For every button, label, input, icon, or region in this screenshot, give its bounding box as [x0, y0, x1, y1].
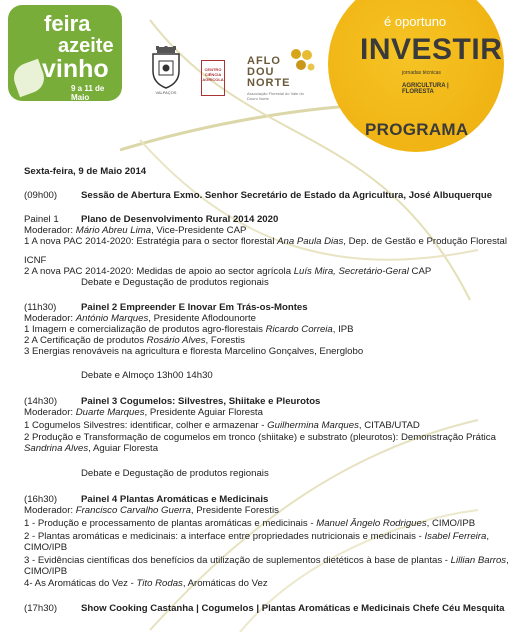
talk-affiliation: , Forestis [205, 335, 245, 346]
panel4-talk2-cont: CIMO/IPB [24, 542, 68, 553]
talk-speaker: Guilhermina Marques [267, 420, 359, 431]
panel1-title: Plano de Desenvolvimento Rural 2014 2020 [81, 214, 279, 225]
header [0, 0, 503, 160]
talk-title: 1 Imagem e comercialização de produtos agro-florestais [24, 324, 266, 335]
feira-logo [8, 5, 122, 101]
panel3-talk2: 2 Produção e Transformação de cogumelos em tronco (shiitake) e substrato (pleurotos): Demonstração Prática [24, 432, 496, 443]
panel3-header [24, 396, 321, 407]
feira-logo-dates: 9 a 11 de Maio [71, 84, 105, 102]
panel1-moderator [24, 225, 246, 236]
opening-time: (09h00) [24, 190, 58, 201]
talk-affiliation: , Aguiar Floresta [88, 443, 159, 454]
panel2-header [24, 302, 308, 313]
feira-logo-line2: azeite [58, 35, 114, 57]
talk-title: 4- As Aromáticas do Vez - [24, 578, 137, 589]
panel4-moderator [24, 505, 279, 516]
badge-sectors: AGRICULTURA | FLORESTA [402, 83, 449, 95]
talk-title: 2 - Plantas aromáticas e medicinais: a interface entre propriedades nutricionais e medicinais - [24, 531, 425, 542]
moderator-name: Francisco Carvalho Guerra [75, 505, 191, 516]
talk-title: 1 Cogumelos Silvestres: identificar, colher e armazenar - [24, 420, 268, 431]
feira-logo-line1: feira [44, 11, 91, 36]
badge-jornadas: jornadas técnicas [402, 70, 441, 76]
badge-programa: PROGRAMA [365, 120, 469, 139]
panel4-talk3 [24, 555, 509, 566]
talk-affiliation: , [486, 531, 490, 542]
moderator-prefix: Moderador: [24, 225, 76, 236]
aflo-line2: DOU [247, 66, 275, 78]
panel2-talk3: 3 Energias renováveis na agricultura e floresta Marcelino Gonçalves, Energlobo [24, 346, 364, 357]
crest-label: VALPAÇOS [155, 90, 177, 95]
agri-centre-logo-text: CENTRO CIÊNCIA AGRÍCOLA [202, 67, 224, 82]
panel3-talk2-cont [24, 443, 158, 454]
panel2-lunch: Debate e Almoço 13h00 14h30 [81, 370, 213, 381]
talk-speaker: Luís Mira [293, 266, 334, 277]
talk-affiliation: , CITAB/UTAD [358, 420, 420, 431]
panel2-talk1 [24, 324, 354, 335]
agri-centre-logo [201, 60, 225, 96]
talk-speaker: Lillian Barros [450, 555, 507, 566]
talk-speaker: Rosário Alves [146, 335, 206, 346]
talk-title: 1 - Produção e processamento de plantas aromáticas e medicinais - [24, 518, 317, 529]
program-date: Sexta-feira, 9 de Maio 2014 [24, 166, 147, 177]
panel4-talk4 [24, 578, 268, 589]
closing-line [24, 603, 505, 614]
panel4-title: Painel 4 Plantas Aromáticas e Medicinais [81, 494, 269, 505]
feira-logo-line3: vinho [42, 55, 109, 83]
panel2-talk2 [24, 335, 245, 346]
badge-headline: INVESTIR [360, 33, 503, 66]
panel4-talk2 [24, 531, 489, 542]
panel3-title: Painel 3 Cogumelos: Silvestres, Shiitake e Pleurotos [81, 396, 321, 407]
moderator-role: , Presidente Aguiar Floresta [144, 407, 263, 418]
talk-role: , Secretário-Geral [333, 266, 409, 277]
panel2-time: (11h30) [24, 302, 57, 313]
closing-title: Show Cooking Castanha | Cogumelos | Plantas Aromáticas e Medicinais Chefe Céu Mesquita [81, 603, 505, 614]
moderator-name: António Marques [75, 313, 149, 324]
panel1-talk1-cont: ICNF [24, 255, 47, 266]
moderator-role: , Presidente Forestis [190, 505, 279, 516]
closing-time: (17h30) [24, 603, 58, 614]
panel4-time: (16h30) [24, 494, 58, 505]
opening-line [24, 190, 493, 201]
talk-speaker: Sandrina Alves [24, 443, 89, 454]
talk-title: 2 A Certificação de produtos [24, 335, 147, 346]
moderator-name: Mário Abreu Lima [75, 225, 152, 236]
panel3-moderator [24, 407, 263, 418]
moderator-prefix: Moderador: [24, 407, 76, 418]
panel2-moderator [24, 313, 256, 324]
talk-affiliation: , Dep. de Gestão e Produção Florestal [343, 236, 508, 247]
talk-affiliation: , IPB [332, 324, 354, 335]
talk-title: 1 A nova PAC 2014-2020: Estratégia para o sector florestal [24, 236, 278, 247]
moderator-prefix: Moderador: [24, 313, 76, 324]
panel1-talk2 [24, 266, 431, 277]
moderator-role: , Vice-Presidente CAP [151, 225, 247, 236]
panel2-title: Painel 2 Empreender E Inovar Em Trás-os-Montes [81, 302, 308, 313]
panel3-talk1 [24, 420, 420, 431]
panel4-header [24, 494, 269, 505]
opening-text [81, 190, 492, 201]
talk-speaker: Manuel Ângelo Rodrigues [316, 518, 427, 529]
talk-title: 2 A nova PAC 2014-2020: Medidas de apoio ao sector agrícola [24, 266, 294, 277]
moderator-name: Duarte Marques [75, 407, 145, 418]
talk-affiliation: , [506, 555, 509, 566]
talk-title: 3 - Evidências científicas dos benefícios da utilização de suplementos dietéticos à base de plantas - [24, 555, 451, 566]
talk-speaker: Ana Paula Dias [277, 236, 344, 247]
panel1-debate: Debate e Degustação de produtos regionais [81, 277, 269, 288]
talk-affiliation: CAP [408, 266, 432, 277]
panel4-talk3-cont: CIMO/IPB [24, 566, 68, 577]
panel4-talk1 [24, 518, 475, 529]
talk-affiliation: , Aromáticas do Vez [182, 578, 268, 589]
talk-speaker: Tito Rodas [136, 578, 183, 589]
opening-detail: Exmo. Senhor Secretário de Estado da Agricultura, José Albuquerque [173, 190, 493, 201]
panel3-debate: Debate e Degustação de produtos regionais [81, 468, 269, 479]
aflo-line3: NORTE [247, 77, 291, 89]
aflo-subtitle: Associação Florestal do Vale do Douro Norte [247, 91, 304, 101]
panel1-header [24, 214, 279, 225]
panel1-talk1 [24, 236, 507, 247]
talk-speaker: Ricardo Correia [265, 324, 333, 335]
moderator-prefix: Moderador: [24, 505, 76, 516]
panel3-time: (14h30) [24, 396, 58, 407]
talk-affiliation: , CIMO/IPB [426, 518, 476, 529]
talk-speaker: Isabel Ferreira [424, 531, 487, 542]
panel1-label: Painel 1 [24, 214, 59, 225]
badge-tagline: é oportuno [384, 14, 447, 29]
aflo-line1: AFLO [247, 55, 281, 67]
municipal-crest-icon [148, 45, 184, 89]
moderator-role: , Presidente Aflodounorte [148, 313, 257, 324]
honeycomb-icon [286, 46, 316, 76]
opening-title: Sessão de Abertura [81, 190, 171, 201]
